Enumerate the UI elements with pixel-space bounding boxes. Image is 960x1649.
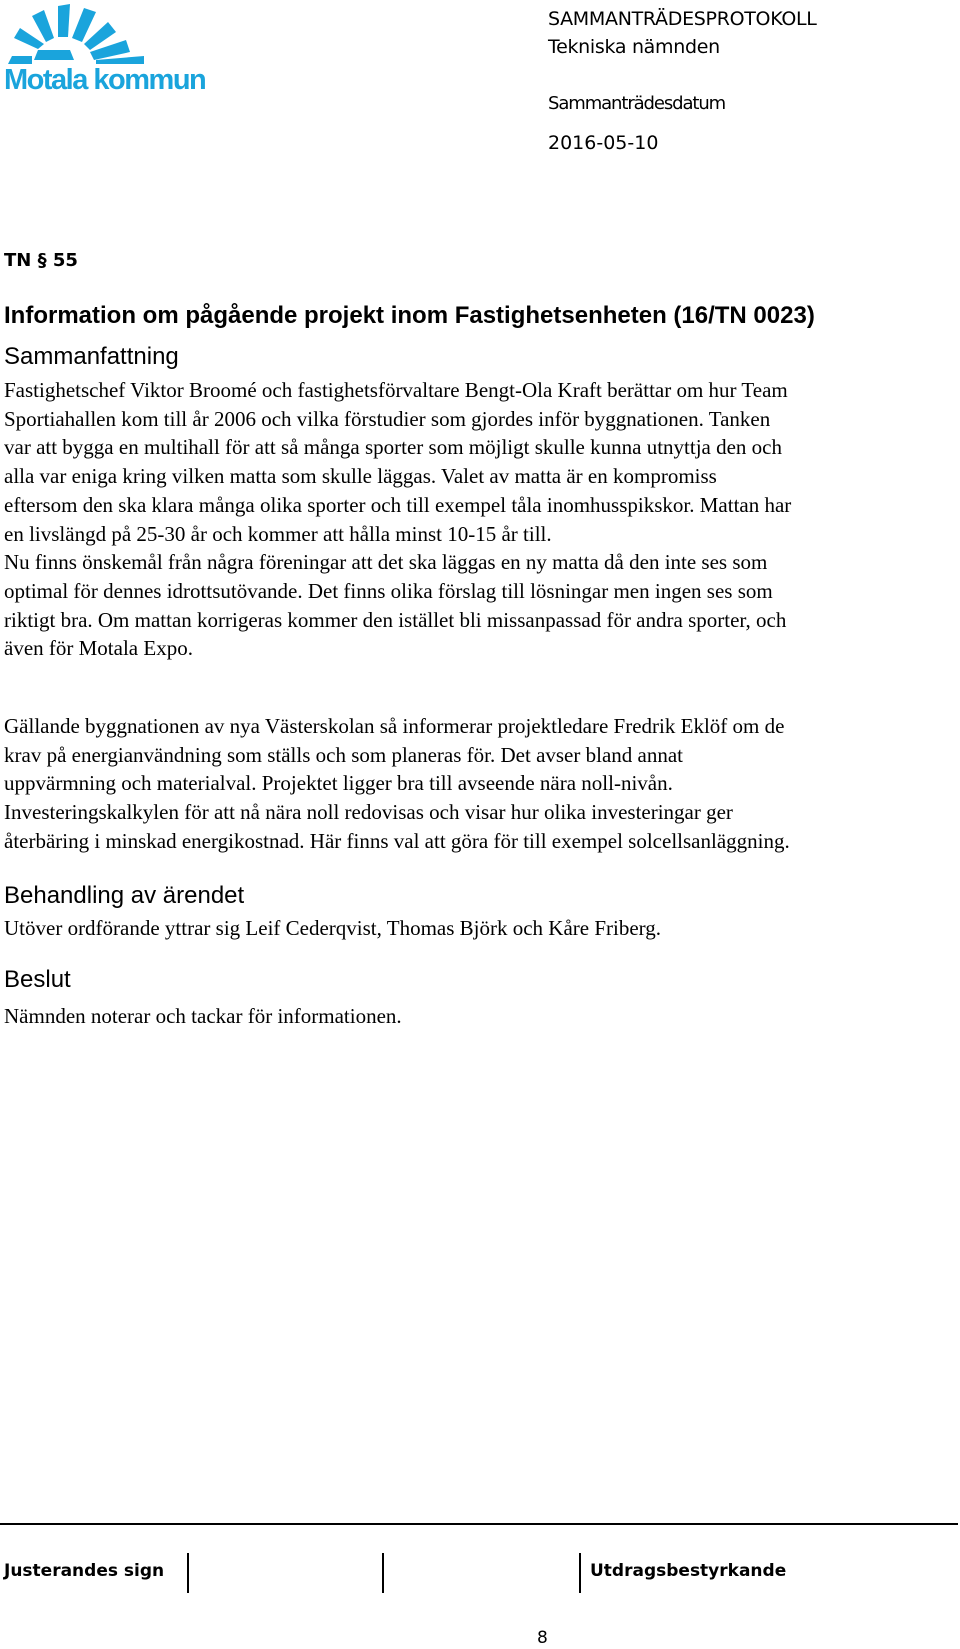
utdragsbestyrkande-label: Utdragsbestyrkande xyxy=(590,1561,787,1581)
page-number: 8 xyxy=(537,1628,548,1648)
paragraph-number: TN § 55 xyxy=(4,250,78,271)
text-line: en livslängd på 25-30 år och kommer att hålla minst 10-15 år till. xyxy=(4,521,552,546)
signature-divider xyxy=(382,1553,384,1593)
behandling-text: Utöver ordförande yttrar sig Leif Cederqvist, Thomas Björk och Kåre Friberg. xyxy=(4,916,662,940)
summary-paragraph-2 xyxy=(4,712,954,856)
summary-paragraph-1 xyxy=(4,376,954,663)
heading-behandling: Behandling av ärendet xyxy=(4,882,245,909)
text-line: Investeringskalkylen för att nå nära noll redovisas och visar hur olika investeringar ger xyxy=(4,800,733,825)
meeting-date: 2016-05-10 xyxy=(548,132,659,154)
text-line: eftersom den ska klara många olika sporter och till exempel tåla inomhusspikskor. Mattan har xyxy=(4,492,792,517)
signature-divider xyxy=(579,1553,581,1593)
text-line: Fastighetschef Viktor Broomé och fastighetsförvaltare Bengt-Ola Kraft berättar om hur Team xyxy=(4,378,788,402)
department-name: Tekniska nämnden xyxy=(548,36,720,58)
heading-sammanfattning: Sammanfattning xyxy=(4,343,179,370)
text-line: uppvärmning och materialval. Projektet ligger bra till avseende nära noll-nivån. xyxy=(4,771,673,796)
item-title: Information om pågående projekt inom Fastighetsenheten (16/TN 0023) xyxy=(4,302,815,329)
logo-wordmark: Motala kommun xyxy=(4,64,206,96)
text-line: optimal för dennes idrottsutövande. Det finns olika förslag till lösningar men ingen ses som xyxy=(4,578,773,603)
text-line: krav på energianvändning som ställs och som planeras för. Det avser bland annat xyxy=(4,742,684,767)
sunburst-icon xyxy=(4,0,154,70)
footer-divider xyxy=(0,1523,958,1525)
text-line: var att bygga en multihall för att så många sporter som möjligt skulle kunna utnyttja den och xyxy=(4,435,782,460)
signature-divider xyxy=(187,1553,189,1593)
text-line: Sportiahallen kom till år 2006 och vilka förstudier som gjordes inför byggnationen. Tanken xyxy=(4,406,771,431)
justerandes-sign-label: Justerandes sign xyxy=(4,1561,165,1581)
heading-beslut: Beslut xyxy=(4,966,71,993)
motala-kommun-logo xyxy=(4,0,206,100)
text-line: återbäring i minskad energikostnad. Här finns val att göra för till exempel solcellsanläggning. xyxy=(4,828,790,853)
text-line: Nu finns önskemål från några föreningar att det ska läggas en ny matta då den inte ses som xyxy=(4,550,768,575)
text-line: även för Motala Expo. xyxy=(4,636,193,661)
text-line: alla var eniga kring vilken matta som skulle läggas. Valet av matta är en kompromiss xyxy=(4,464,717,489)
protocol-title: SAMMANTRÄDESPROTOKOLL xyxy=(548,8,817,30)
text-line: riktigt bra. Om mattan korrigeras kommer den istället bli missanpassad för andra sporter, och xyxy=(4,607,787,632)
text-line: Gällande byggnationen av nya Västerskolan så informerar projektledare Fredrik Eklöf om de xyxy=(4,714,785,738)
beslut-text: Nämnden noterar och tackar för informationen. xyxy=(4,1004,402,1028)
meeting-date-label: Sammanträdesdatum xyxy=(548,93,726,114)
